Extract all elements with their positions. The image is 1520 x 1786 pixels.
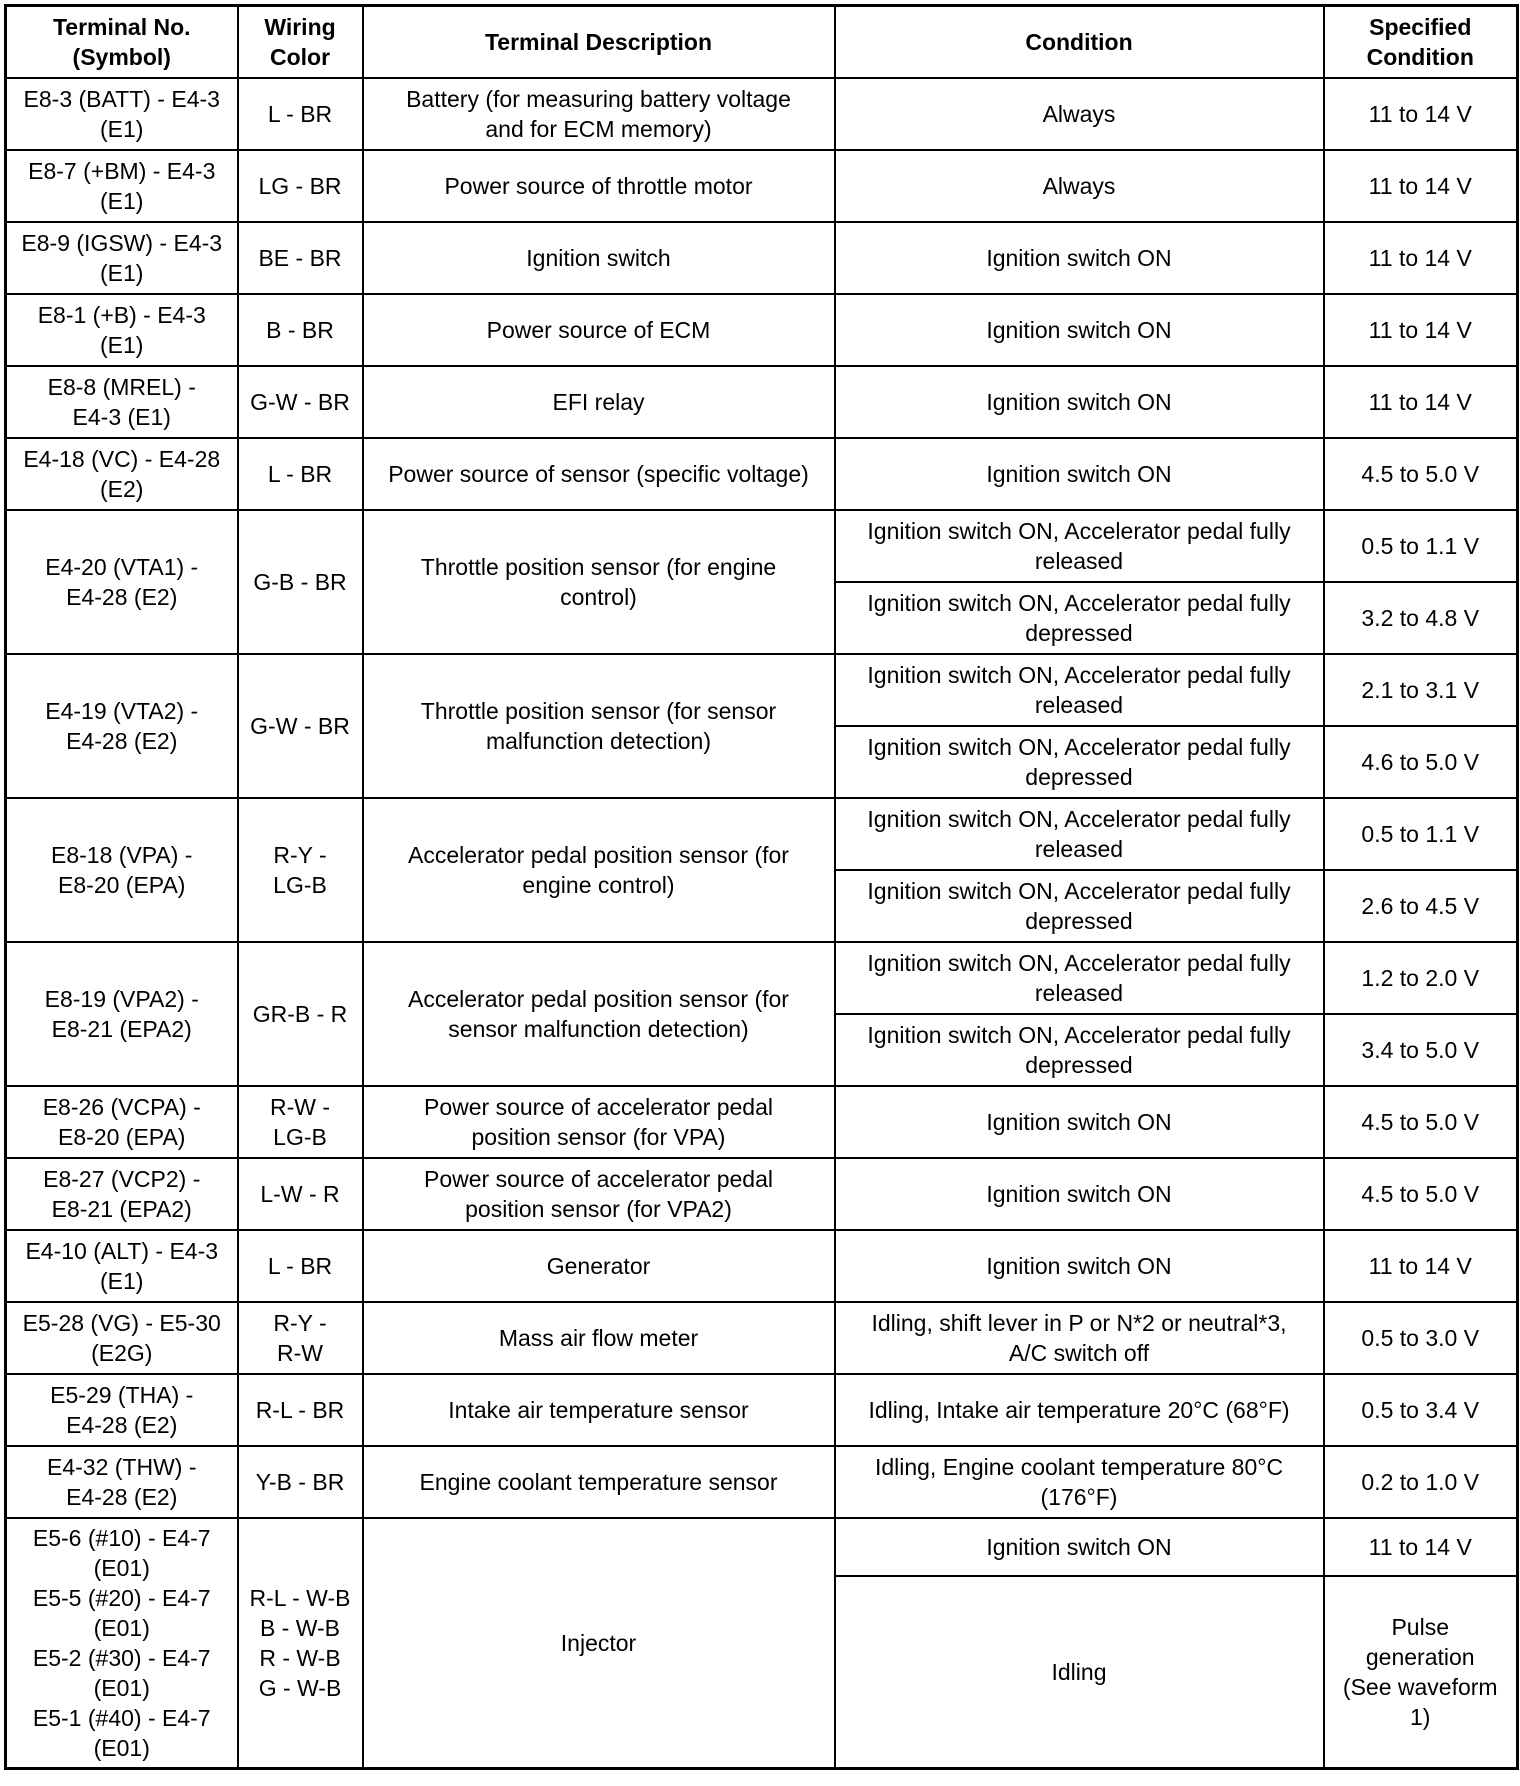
cell-description: Mass air flow meter <box>363 1302 835 1374</box>
cell-terminal: E4-10 (ALT) - E4-3 (E1) <box>6 1230 238 1302</box>
header-specified: Specified Condition <box>1324 6 1518 78</box>
table-row <box>6 942 1518 1014</box>
cell-specified: 4.5 to 5.0 V <box>1324 1158 1518 1230</box>
cell-wiring: R-L - BR <box>238 1374 363 1446</box>
cell-specified: 11 to 14 V <box>1324 294 1518 366</box>
table-row <box>6 366 1518 438</box>
header-condition: Condition <box>835 6 1324 78</box>
cell-description: Accelerator pedal position sensor (for sensor malfunction detection) <box>363 942 835 1086</box>
cell-specified: 4.6 to 5.0 V <box>1324 726 1518 798</box>
table-body <box>6 78 1518 1769</box>
cell-condition: Ignition switch ON <box>835 222 1324 294</box>
cell-condition: Always <box>835 150 1324 222</box>
cell-wiring: G-W - BR <box>238 366 363 438</box>
table-row <box>6 294 1518 366</box>
cell-description: Power source of accelerator pedal position sensor (for VPA2) <box>363 1158 835 1230</box>
cell-condition: Idling, Engine coolant temperature 80°C (176°F) <box>835 1446 1324 1518</box>
cell-specified: 4.5 to 5.0 V <box>1324 1086 1518 1158</box>
cell-specified: 11 to 14 V <box>1324 150 1518 222</box>
cell-terminal: E4-18 (VC) - E4-28 (E2) <box>6 438 238 510</box>
cell-wiring: L - BR <box>238 1230 363 1302</box>
cell-terminal: E8-7 (+BM) - E4-3 (E1) <box>6 150 238 222</box>
cell-specified: 11 to 14 V <box>1324 1230 1518 1302</box>
cell-condition: Always <box>835 78 1324 150</box>
cell-terminal: E5-29 (THA) - E4-28 (E2) <box>6 1374 238 1446</box>
header-description: Terminal Description <box>363 6 835 78</box>
cell-specified: 11 to 14 V <box>1324 1518 1518 1576</box>
table-row <box>6 1302 1518 1374</box>
cell-wiring: G-W - BR <box>238 654 363 798</box>
cell-description: Battery (for measuring battery voltage and for ECM memory) <box>363 78 835 150</box>
header-terminal: Terminal No. (Symbol) <box>6 6 238 78</box>
table-row <box>6 1086 1518 1158</box>
cell-condition: Ignition switch ON, Accelerator pedal fully depressed <box>835 870 1324 942</box>
cell-terminal: E8-27 (VCP2) - E8-21 (EPA2) <box>6 1158 238 1230</box>
cell-terminal: E8-8 (MREL) - E4-3 (E1) <box>6 366 238 438</box>
cell-wiring: L - BR <box>238 438 363 510</box>
cell-description: Generator <box>363 1230 835 1302</box>
table-row <box>6 222 1518 294</box>
cell-terminal: E5-28 (VG) - E5-30 (E2G) <box>6 1302 238 1374</box>
cell-specified: 1.2 to 2.0 V <box>1324 942 1518 1014</box>
cell-condition: Ignition switch ON <box>835 1158 1324 1230</box>
cell-terminal: E8-26 (VCPA) - E8-20 (EPA) <box>6 1086 238 1158</box>
cell-condition: Ignition switch ON <box>835 366 1324 438</box>
cell-description: Power source of throttle motor <box>363 150 835 222</box>
cell-specified: 3.4 to 5.0 V <box>1324 1014 1518 1086</box>
table-row <box>6 510 1518 582</box>
cell-terminal: E4-20 (VTA1) - E4-28 (E2) <box>6 510 238 654</box>
cell-condition: Ignition switch ON, Accelerator pedal fully depressed <box>835 1014 1324 1086</box>
cell-wiring: R-W - LG-B <box>238 1086 363 1158</box>
cell-description: Throttle position sensor (for engine control) <box>363 510 835 654</box>
cell-description: Engine coolant temperature sensor <box>363 1446 835 1518</box>
cell-description: Throttle position sensor (for sensor malfunction detection) <box>363 654 835 798</box>
table-row <box>6 654 1518 726</box>
header-wiring: Wiring Color <box>238 6 363 78</box>
cell-condition: Ignition switch ON, Accelerator pedal fully released <box>835 798 1324 870</box>
cell-condition: Ignition switch ON, Accelerator pedal fully depressed <box>835 726 1324 798</box>
table-row <box>6 1158 1518 1230</box>
cell-wiring: B - BR <box>238 294 363 366</box>
table-row <box>6 438 1518 510</box>
header-row <box>6 6 1518 78</box>
cell-specified: 3.2 to 4.8 V <box>1324 582 1518 654</box>
cell-wiring: LG - BR <box>238 150 363 222</box>
table-row <box>6 1518 1518 1576</box>
cell-condition: Ignition switch ON, Accelerator pedal fully released <box>835 942 1324 1014</box>
cell-condition: Ignition switch ON <box>835 1230 1324 1302</box>
table-row <box>6 150 1518 222</box>
cell-condition: Ignition switch ON, Accelerator pedal fully released <box>835 654 1324 726</box>
cell-specified: 2.6 to 4.5 V <box>1324 870 1518 942</box>
cell-specified: 4.5 to 5.0 V <box>1324 438 1518 510</box>
cell-wiring: G-B - BR <box>238 510 363 654</box>
cell-wiring: BE - BR <box>238 222 363 294</box>
cell-description: Intake air temperature sensor <box>363 1374 835 1446</box>
terminal-table <box>4 4 1519 1770</box>
cell-wiring: Y-B - BR <box>238 1446 363 1518</box>
cell-condition: Ignition switch ON, Accelerator pedal fully depressed <box>835 582 1324 654</box>
cell-terminal: E4-19 (VTA2) - E4-28 (E2) <box>6 654 238 798</box>
cell-description: Power source of sensor (specific voltage) <box>363 438 835 510</box>
cell-terminal: E8-1 (+B) - E4-3 (E1) <box>6 294 238 366</box>
cell-terminal: E8-18 (VPA) - E8-20 (EPA) <box>6 798 238 942</box>
cell-terminal: E4-32 (THW) - E4-28 (E2) <box>6 1446 238 1518</box>
cell-condition: Ignition switch ON <box>835 1086 1324 1158</box>
cell-wiring: GR-B - R <box>238 942 363 1086</box>
cell-condition: Idling, shift lever in P or N*2 or neutral*3, A/C switch off <box>835 1302 1324 1374</box>
cell-description: Ignition switch <box>363 222 835 294</box>
cell-description: Power source of accelerator pedal position sensor (for VPA) <box>363 1086 835 1158</box>
cell-terminal: E8-3 (BATT) - E4-3 (E1) <box>6 78 238 150</box>
cell-wiring: L-W - R <box>238 1158 363 1230</box>
cell-specified: 0.5 to 3.4 V <box>1324 1374 1518 1446</box>
cell-condition: Idling <box>835 1576 1324 1769</box>
table-row <box>6 798 1518 870</box>
cell-specified: Pulse generation (See waveform 1) <box>1324 1576 1518 1769</box>
table-row <box>6 1446 1518 1518</box>
cell-specified: 0.5 to 1.1 V <box>1324 798 1518 870</box>
cell-specified: 11 to 14 V <box>1324 222 1518 294</box>
cell-terminal: E8-19 (VPA2) - E8-21 (EPA2) <box>6 942 238 1086</box>
cell-condition: Ignition switch ON <box>835 1518 1324 1576</box>
cell-wiring: R-Y - LG-B <box>238 798 363 942</box>
table-row <box>6 78 1518 150</box>
cell-condition: Ignition switch ON <box>835 438 1324 510</box>
cell-wiring: R-L - W-B B - W-B R - W-B G - W-B <box>238 1518 363 1769</box>
cell-terminal: E5-6 (#10) - E4-7 (E01) E5-5 (#20) - E4-7 (E01) E5-2 (#30) - E4-7 (E01) E5-1 (#40) - E4-7 (E01) <box>6 1518 238 1769</box>
cell-specified: 0.5 to 3.0 V <box>1324 1302 1518 1374</box>
cell-condition: Ignition switch ON <box>835 294 1324 366</box>
table-row <box>6 1230 1518 1302</box>
cell-specified: 2.1 to 3.1 V <box>1324 654 1518 726</box>
cell-specified: 11 to 14 V <box>1324 366 1518 438</box>
cell-description: Injector <box>363 1518 835 1769</box>
cell-description: Power source of ECM <box>363 294 835 366</box>
cell-description: EFI relay <box>363 366 835 438</box>
cell-condition: Ignition switch ON, Accelerator pedal fully released <box>835 510 1324 582</box>
cell-specified: 0.5 to 1.1 V <box>1324 510 1518 582</box>
table-row <box>6 1374 1518 1446</box>
cell-wiring: R-Y - R-W <box>238 1302 363 1374</box>
cell-terminal: E8-9 (IGSW) - E4-3 (E1) <box>6 222 238 294</box>
cell-description: Accelerator pedal position sensor (for engine control) <box>363 798 835 942</box>
cell-specified: 0.2 to 1.0 V <box>1324 1446 1518 1518</box>
cell-specified: 11 to 14 V <box>1324 78 1518 150</box>
cell-wiring: L - BR <box>238 78 363 150</box>
cell-condition: Idling, Intake air temperature 20°C (68°F) <box>835 1374 1324 1446</box>
